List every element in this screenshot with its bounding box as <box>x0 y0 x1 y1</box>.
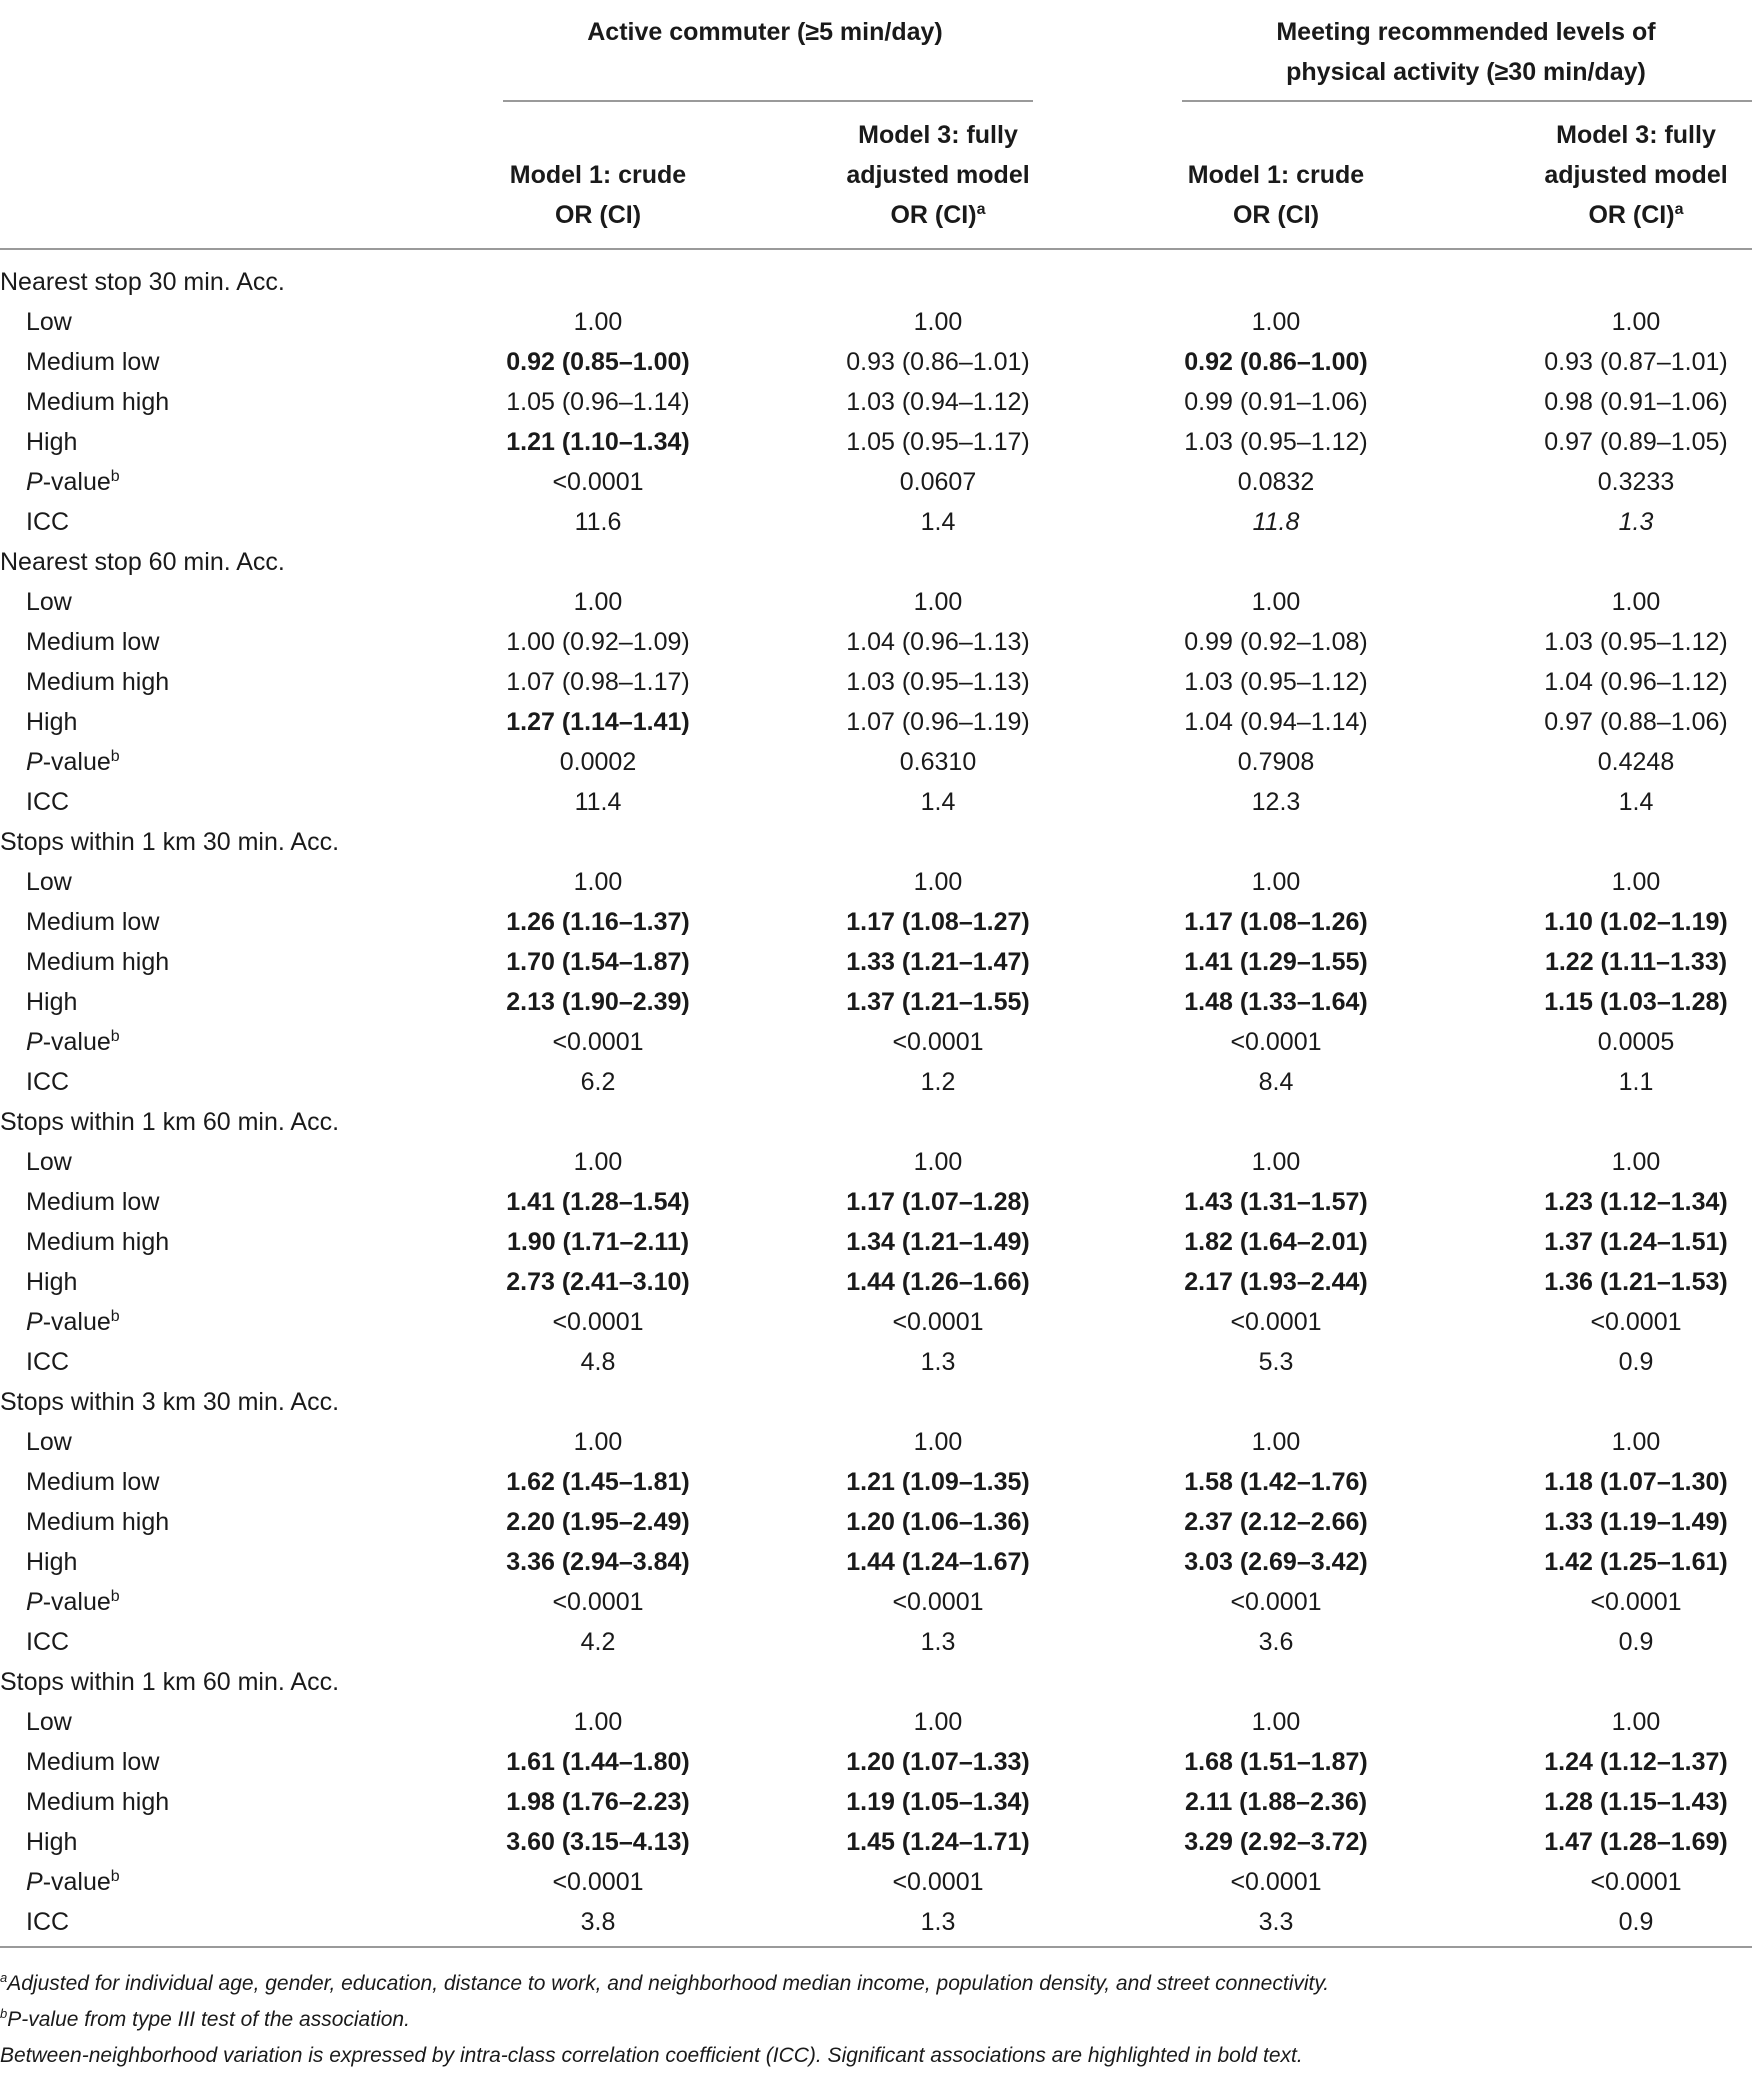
column-header-3-line3 <box>1106 195 1446 235</box>
column-header-2-line1: Model 3: fully <box>858 121 1018 149</box>
row-label: Low <box>26 1428 72 1456</box>
section-label: Stops within 1 km 30 min. Acc. <box>0 828 340 856</box>
table-cell: 1.47 (1.28–1.69) <box>1544 1828 1728 1856</box>
table-cell: <0.0001 <box>1230 1868 1322 1896</box>
section-row <box>0 542 1752 582</box>
table-cell: 1.03 (0.95–1.12) <box>1184 668 1368 696</box>
table-row <box>0 862 1752 902</box>
table-cell: 11.8 <box>1252 508 1300 536</box>
table-cell: 1.21 (1.10–1.34) <box>506 428 690 456</box>
row-label: High <box>26 988 78 1016</box>
table-cell: 0.9 <box>1618 1908 1654 1936</box>
row-label-p-rest: -value <box>42 1588 111 1616</box>
table-cell: 1.98 (1.76–2.23) <box>506 1788 690 1816</box>
table-cell: <0.0001 <box>552 468 644 496</box>
table-cell: 1.37 (1.24–1.51) <box>1544 1228 1728 1256</box>
footnote-b-marker: b <box>0 2006 8 2021</box>
table-cell: 0.0832 <box>1237 468 1315 496</box>
table-cell: 1.00 <box>573 1428 623 1456</box>
table-cell: 1.00 <box>1251 588 1301 616</box>
row-label: Low <box>26 868 72 896</box>
table-cell: 1.3 <box>1618 508 1654 536</box>
row-label-p-value <box>26 1862 120 1902</box>
group-underline-active-commuter <box>503 100 1033 102</box>
table-cell: 1.19 (1.05–1.34) <box>846 1788 1030 1816</box>
column-header-4-line3-text: OR (CI) <box>1588 201 1675 229</box>
table-row <box>0 1222 1752 1262</box>
table-cell: 1.42 (1.25–1.61) <box>1544 1548 1728 1576</box>
table-cell: 0.92 (0.85–1.00) <box>506 348 690 376</box>
table-row <box>0 902 1752 942</box>
table-cell: 1.00 <box>1611 1708 1661 1736</box>
table-cell: 0.9 <box>1618 1628 1654 1656</box>
table-cell: 1.4 <box>920 508 956 536</box>
table-row <box>0 942 1752 982</box>
table-row <box>0 342 1752 382</box>
table-cell: 0.6310 <box>899 748 977 776</box>
table-cell: 0.92 (0.86–1.00) <box>1184 348 1368 376</box>
column-header-2-line3 <box>768 195 1108 235</box>
section-row <box>0 262 1752 302</box>
table-cell: <0.0001 <box>552 1868 644 1896</box>
column-header-2 <box>768 115 1108 235</box>
row-label-p-sup: b <box>110 1868 120 1885</box>
section-label: Stops within 1 km 60 min. Acc. <box>0 1108 340 1136</box>
group-header-physical-activity <box>1180 12 1752 92</box>
row-label: ICC <box>26 788 70 816</box>
row-label-p: P <box>26 748 43 776</box>
table-cell: 1.17 (1.08–1.26) <box>1184 908 1368 936</box>
table-cell: 1.00 <box>1251 1708 1301 1736</box>
table-cell: 1.00 <box>1251 1148 1301 1176</box>
column-header-1-line2: Model 1: crude <box>509 161 687 189</box>
table-cell: 1.00 <box>1251 868 1301 896</box>
row-label-p: P <box>26 1868 43 1896</box>
row-label: Low <box>26 1148 72 1176</box>
table-cell: 1.05 (0.95–1.17) <box>846 428 1030 456</box>
column-header-3 <box>1106 115 1446 235</box>
table-cell: 0.97 (0.88–1.06) <box>1544 708 1728 736</box>
row-label-p-rest: -value <box>42 748 111 776</box>
table-cell: 1.3 <box>920 1628 956 1656</box>
table-cell: 12.3 <box>1251 788 1301 816</box>
section-row <box>0 1662 1752 1702</box>
table-cell: 1.3 <box>920 1908 956 1936</box>
group-header-active-commuter-text: Active commuter (≥5 min/day) <box>587 18 943 46</box>
table-cell: 1.37 (1.21–1.55) <box>846 988 1030 1016</box>
table-cell: 1.07 (0.98–1.17) <box>506 668 690 696</box>
footnote-b-text: P-value from type III test of the association. <box>7 2008 410 2031</box>
row-label: Medium high <box>26 948 170 976</box>
table-cell: <0.0001 <box>1230 1308 1322 1336</box>
table-cell: <0.0001 <box>552 1588 644 1616</box>
table-cell: 1.00 <box>573 1708 623 1736</box>
table-cell: 1.17 (1.07–1.28) <box>846 1188 1030 1216</box>
row-label: Medium low <box>26 1468 160 1496</box>
column-header-4 <box>1466 115 1752 235</box>
row-label-p: P <box>26 1308 43 1336</box>
table-cell: 2.11 (1.88–2.36) <box>1184 1788 1368 1816</box>
table-cell: 1.41 (1.29–1.55) <box>1184 948 1368 976</box>
row-label-p-sup: b <box>110 1028 120 1045</box>
row-label-p: P <box>26 1028 43 1056</box>
table-row <box>0 1862 1752 1902</box>
row-label-p-rest: -value <box>42 1308 111 1336</box>
table-cell: 1.33 (1.19–1.49) <box>1544 1508 1728 1536</box>
table-cell: 6.2 <box>580 1068 616 1096</box>
table-cell: 1.17 (1.08–1.27) <box>846 908 1030 936</box>
table-cell: 1.04 (0.94–1.14) <box>1184 708 1368 736</box>
footnote-c <box>0 2040 1303 2072</box>
table-row <box>0 662 1752 702</box>
table-cell: 3.60 (3.15–4.13) <box>506 1828 690 1856</box>
column-header-4-line3 <box>1466 195 1752 235</box>
row-label: Medium low <box>26 348 160 376</box>
row-label-p: P <box>26 468 43 496</box>
table-cell: 2.13 (1.90–2.39) <box>506 988 690 1016</box>
table-row <box>0 302 1752 342</box>
table-row <box>0 702 1752 742</box>
row-label: Medium high <box>26 1228 170 1256</box>
table-cell: 1.03 (0.95–1.13) <box>846 668 1030 696</box>
table-row <box>0 382 1752 422</box>
table-cell: 1.41 (1.28–1.54) <box>506 1188 690 1216</box>
table-row <box>0 1182 1752 1222</box>
row-label: Medium high <box>26 1508 170 1536</box>
row-label-p-rest: -value <box>42 468 111 496</box>
table-cell: 3.3 <box>1258 1908 1294 1936</box>
table-cell: 0.99 (0.91–1.06) <box>1184 388 1368 416</box>
section-label: Stops within 3 km 30 min. Acc. <box>0 1388 340 1416</box>
row-label-p-sup: b <box>110 748 120 765</box>
row-label-p-rest: -value <box>42 1028 111 1056</box>
table-row <box>0 462 1752 502</box>
table-cell: <0.0001 <box>1590 1588 1682 1616</box>
table-cell: 1.20 (1.07–1.33) <box>846 1748 1030 1776</box>
table-cell: 4.8 <box>580 1348 616 1376</box>
row-label-p-sup: b <box>110 468 120 485</box>
table-cell: 1.28 (1.15–1.43) <box>1544 1788 1728 1816</box>
table-cell: 1.00 <box>913 588 963 616</box>
table-cell: 3.29 (2.92–3.72) <box>1184 1828 1368 1856</box>
table-cell: 1.00 <box>913 868 963 896</box>
row-label: High <box>26 1268 78 1296</box>
table-row <box>0 1342 1752 1382</box>
table-row <box>0 1062 1752 1102</box>
section-row <box>0 1102 1752 1142</box>
table-cell: 0.3233 <box>1597 468 1675 496</box>
section-label: Stops within 1 km 60 min. Acc. <box>0 1668 340 1696</box>
table-cell: 11.4 <box>574 788 622 816</box>
header-rule <box>0 248 1752 250</box>
table-row <box>0 622 1752 662</box>
table-cell: 1.58 (1.42–1.76) <box>1184 1468 1368 1496</box>
table-cell: 1.20 (1.06–1.36) <box>846 1508 1030 1536</box>
footnote-a-marker: a <box>0 1970 8 1985</box>
table-cell: 1.70 (1.54–1.87) <box>506 948 690 976</box>
table-row <box>0 1582 1752 1622</box>
table-cell: <0.0001 <box>892 1868 984 1896</box>
table-cell: 1.90 (1.71–2.11) <box>506 1228 690 1256</box>
table-cell: <0.0001 <box>552 1028 644 1056</box>
row-label-p-value <box>26 462 120 502</box>
table-cell: 0.93 (0.86–1.01) <box>846 348 1030 376</box>
table-row <box>0 582 1752 622</box>
table-cell: 1.07 (0.96–1.19) <box>846 708 1030 736</box>
row-label: Medium high <box>26 1788 170 1816</box>
table-cell: 1.00 <box>1611 868 1661 896</box>
row-label: Low <box>26 588 72 616</box>
table-row <box>0 1022 1752 1062</box>
table-row <box>0 1422 1752 1462</box>
column-header-2-sup: a <box>976 201 986 218</box>
table-cell: 0.7908 <box>1237 748 1315 776</box>
table-cell: 1.00 <box>573 1148 623 1176</box>
table-cell: <0.0001 <box>1590 1308 1682 1336</box>
section-row <box>0 822 1752 862</box>
table-cell: 1.00 <box>573 868 623 896</box>
column-header-1 <box>428 115 768 235</box>
row-label: ICC <box>26 1348 70 1376</box>
table-cell: 1.04 (0.96–1.12) <box>1544 668 1728 696</box>
table-cell: 0.0607 <box>899 468 977 496</box>
table-cell: 1.00 <box>1611 588 1661 616</box>
table-cell: 1.21 (1.09–1.35) <box>846 1468 1030 1496</box>
row-label: High <box>26 1548 78 1576</box>
group-underline-physical-activity <box>1182 100 1752 102</box>
table-cell: 2.73 (2.41–3.10) <box>506 1268 690 1296</box>
table-cell: 1.03 (0.95–1.12) <box>1184 428 1368 456</box>
row-label: Medium low <box>26 1188 160 1216</box>
table-row <box>0 1822 1752 1862</box>
table-row <box>0 502 1752 542</box>
table-cell: 1.05 (0.96–1.14) <box>506 388 690 416</box>
table-body <box>0 262 1752 1942</box>
table-cell: 1.27 (1.14–1.41) <box>506 708 690 736</box>
table-cell: 0.99 (0.92–1.08) <box>1184 628 1368 656</box>
column-header-4-line1: Model 3: fully <box>1556 121 1716 149</box>
row-label: High <box>26 428 78 456</box>
row-label: Medium low <box>26 1748 160 1776</box>
table-cell: 1.34 (1.21–1.49) <box>846 1228 1030 1256</box>
footnote-b <box>0 2004 410 2036</box>
table-cell: 1.43 (1.31–1.57) <box>1184 1188 1368 1216</box>
table-cell: 1.00 (0.92–1.09) <box>506 628 690 656</box>
row-label: Medium high <box>26 388 170 416</box>
row-label: Medium high <box>26 668 170 696</box>
table-row <box>0 1262 1752 1302</box>
table-row <box>0 1622 1752 1662</box>
row-label: Medium low <box>26 908 160 936</box>
row-label: High <box>26 1828 78 1856</box>
table-cell: 1.44 (1.26–1.66) <box>846 1268 1030 1296</box>
table-cell: <0.0001 <box>892 1588 984 1616</box>
table-cell: 1.18 (1.07–1.30) <box>1544 1468 1728 1496</box>
row-label: ICC <box>26 1628 70 1656</box>
table-cell: 1.00 <box>1611 308 1661 336</box>
column-header-3-line2: Model 1: crude <box>1187 161 1365 189</box>
group-header-physical-activity-line1: Meeting recommended levels of <box>1276 18 1656 46</box>
row-label-p-value <box>26 742 120 782</box>
table-cell: 2.17 (1.93–2.44) <box>1184 1268 1368 1296</box>
table-cell: 1.82 (1.64–2.01) <box>1184 1228 1368 1256</box>
row-label-p-rest: -value <box>42 1868 111 1896</box>
table-row <box>0 1542 1752 1582</box>
row-label-p-sup: b <box>110 1308 120 1325</box>
table-cell: 1.03 (0.95–1.12) <box>1544 628 1728 656</box>
table-row <box>0 1902 1752 1942</box>
table-cell: 5.3 <box>1258 1348 1294 1376</box>
table-cell: <0.0001 <box>1230 1028 1322 1056</box>
table-cell: 11.6 <box>574 508 622 536</box>
row-label-p: P <box>26 1588 43 1616</box>
table-cell: 2.37 (2.12–2.66) <box>1184 1508 1368 1536</box>
table-bottom-rule <box>0 1946 1752 1948</box>
table-row <box>0 742 1752 782</box>
table-cell: 1.48 (1.33–1.64) <box>1184 988 1368 1016</box>
row-label: Low <box>26 1708 72 1736</box>
table-cell: 1.4 <box>920 788 956 816</box>
group-header-active-commuter <box>460 12 1070 52</box>
column-header-2-line2: adjusted model <box>846 161 1030 189</box>
column-header-4-sup: a <box>1674 201 1684 218</box>
table-row <box>0 982 1752 1022</box>
table-cell: <0.0001 <box>552 1308 644 1336</box>
column-header-4-line2: adjusted model <box>1544 161 1728 189</box>
row-label-p-value <box>26 1022 120 1062</box>
table-cell: 1.22 (1.11–1.33) <box>1544 948 1728 976</box>
column-header-1-line3 <box>428 195 768 235</box>
table-cell: 1.33 (1.21–1.47) <box>846 948 1030 976</box>
table-cell: 1.10 (1.02–1.19) <box>1544 908 1728 936</box>
column-header-1-line3-text: OR (CI) <box>554 201 642 229</box>
table-cell: 1.00 <box>913 1428 963 1456</box>
table-cell: 3.03 (2.69–3.42) <box>1184 1548 1368 1576</box>
section-label: Nearest stop 60 min. Acc. <box>0 548 285 576</box>
row-label-p-value <box>26 1582 120 1622</box>
table-row <box>0 1782 1752 1822</box>
table-cell: 8.4 <box>1258 1068 1294 1096</box>
row-label: ICC <box>26 1908 70 1936</box>
table-row <box>0 1742 1752 1782</box>
table-cell: 1.44 (1.24–1.67) <box>846 1548 1030 1576</box>
table-cell: 2.20 (1.95–2.49) <box>506 1508 690 1536</box>
table-cell: 1.00 <box>913 1708 963 1736</box>
table-cell: 0.98 (0.91–1.06) <box>1544 388 1728 416</box>
table-cell: 1.00 <box>1251 1428 1301 1456</box>
table-cell: 0.97 (0.89–1.05) <box>1544 428 1728 456</box>
table-row <box>0 1462 1752 1502</box>
row-label: ICC <box>26 1068 70 1096</box>
row-label: High <box>26 708 78 736</box>
table-cell: <0.0001 <box>892 1308 984 1336</box>
column-header-1-line1 <box>428 115 768 155</box>
table-cell: 0.4248 <box>1597 748 1675 776</box>
table-cell: 1.03 (0.94–1.12) <box>846 388 1030 416</box>
table-cell: 1.36 (1.21–1.53) <box>1544 1268 1728 1296</box>
table-cell: <0.0001 <box>892 1028 984 1056</box>
table-cell: 1.26 (1.16–1.37) <box>506 908 690 936</box>
row-label: ICC <box>26 508 70 536</box>
table-cell: 1.00 <box>1251 308 1301 336</box>
table-cell: 1.4 <box>1618 788 1654 816</box>
table-cell: 1.00 <box>1611 1148 1661 1176</box>
table-cell: <0.0001 <box>1590 1868 1682 1896</box>
table-cell: 4.2 <box>580 1628 616 1656</box>
table-cell: 1.1 <box>1618 1068 1654 1096</box>
footnote-c-text: Between-neighborhood variation is expressed by intra-class correlation coefficient (ICC). Significant associations are highlighted in bold text. <box>0 2044 1303 2067</box>
table-row <box>0 1702 1752 1742</box>
table-cell: 1.15 (1.03–1.28) <box>1544 988 1728 1016</box>
section-row <box>0 1382 1752 1422</box>
table-row <box>0 782 1752 822</box>
table-cell: 1.61 (1.44–1.80) <box>506 1748 690 1776</box>
table-row <box>0 1502 1752 1542</box>
table-cell: 1.45 (1.24–1.71) <box>846 1828 1030 1856</box>
footnote-a-text: Adjusted for individual age, gender, education, distance to work, and neighborhood median income, population density, and street connectivity. <box>7 1972 1330 1995</box>
table-row <box>0 1302 1752 1342</box>
footnote-a <box>0 1968 1329 2000</box>
group-header-physical-activity-line2: physical activity (≥30 min/day) <box>1286 58 1646 86</box>
table-cell: 0.0005 <box>1597 1028 1675 1056</box>
table-cell: 1.00 <box>1611 1428 1661 1456</box>
column-header-3-line3-text: OR (CI) <box>1232 201 1320 229</box>
table-cell: 3.6 <box>1258 1628 1294 1656</box>
table-cell: 1.00 <box>573 308 623 336</box>
table-cell: 1.3 <box>920 1348 956 1376</box>
row-label: Medium low <box>26 628 160 656</box>
table-cell: 1.00 <box>913 1148 963 1176</box>
column-header-2-line3-text: OR (CI) <box>890 201 977 229</box>
table-cell: 1.2 <box>920 1068 956 1096</box>
table-cell: 1.68 (1.51–1.87) <box>1184 1748 1368 1776</box>
table-row <box>0 422 1752 462</box>
row-label-p-value <box>26 1302 120 1342</box>
row-label-p-sup: b <box>110 1588 120 1605</box>
table-cell: <0.0001 <box>1230 1588 1322 1616</box>
table-cell: 1.00 <box>913 308 963 336</box>
table-cell: 0.0002 <box>559 748 637 776</box>
table-cell: 1.62 (1.45–1.81) <box>506 1468 690 1496</box>
table-cell: 0.93 (0.87–1.01) <box>1544 348 1728 376</box>
table-cell: 3.36 (2.94–3.84) <box>506 1548 690 1576</box>
table-cell: 1.00 <box>573 588 623 616</box>
table-cell: 1.23 (1.12–1.34) <box>1544 1188 1728 1216</box>
table-cell: 0.9 <box>1618 1348 1654 1376</box>
table-row <box>0 1142 1752 1182</box>
table-cell: 1.24 (1.12–1.37) <box>1544 1748 1728 1776</box>
column-header-3-line1 <box>1106 115 1446 155</box>
row-label: Low <box>26 308 72 336</box>
table-cell: 1.04 (0.96–1.13) <box>846 628 1030 656</box>
section-label: Nearest stop 30 min. Acc. <box>0 268 285 296</box>
table-cell: 3.8 <box>580 1908 616 1936</box>
